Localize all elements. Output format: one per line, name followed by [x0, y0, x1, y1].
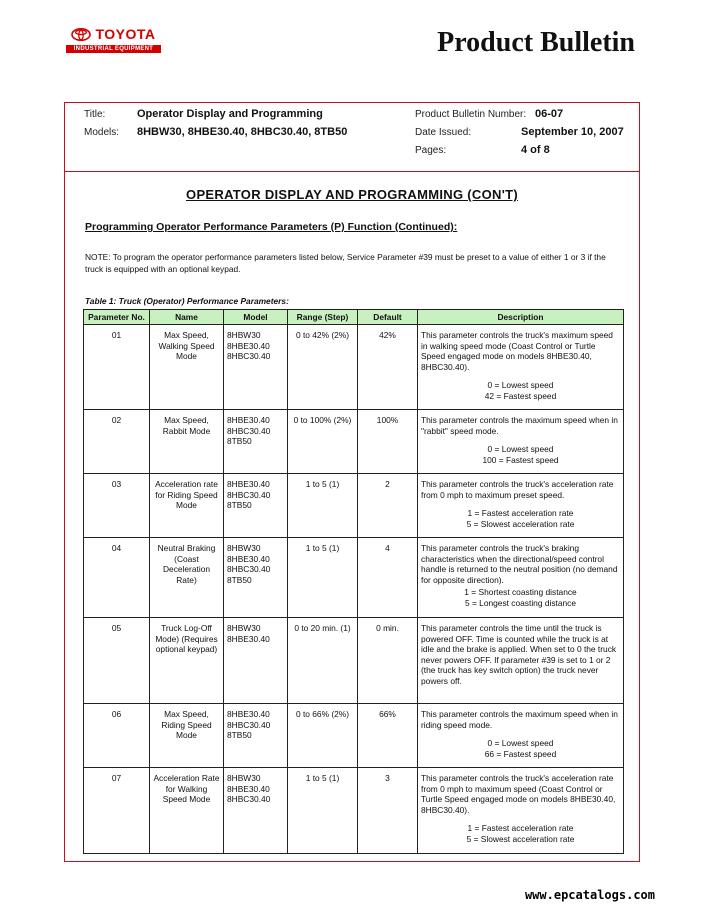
model-entry: 8HBE30.40: [227, 553, 270, 564]
description-text: This parameter controls the maximum speed when in "rabbit" speed mode.: [421, 415, 618, 436]
value-entry: 0 = Lowest speed: [487, 444, 554, 455]
value-entry: 1 = Fastest acceleration rate: [467, 508, 574, 519]
description-text: This parameter controls the truck's acceleration rate from 0 mph to maximum preset speed.: [421, 479, 614, 500]
table-row: [84, 768, 624, 854]
value-entry: 5 = Longest coasting distance: [464, 597, 577, 608]
value-entry: 100 = Fastest speed: [482, 454, 559, 465]
table-header-row: [84, 310, 624, 325]
parameter-description: [418, 474, 624, 538]
description-text: This parameter controls the truck's maximum speed in walking speed mode (Coast Control or Turtle Speed engaged mode on models 8HBE30.40, 8HBC30.40).: [421, 330, 613, 372]
parameter-number: 06: [84, 704, 150, 768]
bulletin-title: Product Bulletin: [437, 27, 635, 58]
parameter-number: 03: [84, 474, 150, 538]
table-row: [84, 410, 624, 474]
parameter-default: 4: [358, 538, 418, 618]
parameter-range: 0 to 42% (2%): [288, 325, 358, 410]
model-entry: 8TB50: [227, 730, 252, 741]
model-entry: 8HBE30.40: [227, 709, 270, 719]
parameter-default: 42%: [358, 325, 418, 410]
page-heading: OPERATOR DISPLAY AND PROGRAMMING (CON'T): [186, 187, 518, 202]
value-entry: 5 = Slowest acceleration rate: [466, 833, 575, 844]
parameter-name: Max Speed, Rabbit Mode: [150, 410, 224, 474]
title-value: Operator Display and Programming: [137, 108, 323, 120]
logo-mark: [66, 26, 161, 42]
model-entry: 8HBC30.40: [227, 564, 271, 575]
date-issued-label: Date Issued:: [415, 127, 472, 138]
parameter-description: [418, 768, 624, 854]
column-header: Default: [358, 310, 418, 325]
logo-subtitle: INDUSTRIAL EQUIPMENT: [66, 45, 161, 53]
model-entry: 8TB50: [227, 500, 252, 511]
parameter-description: [418, 538, 624, 618]
parameter-models: [224, 704, 288, 768]
table-row: [84, 325, 624, 410]
pages-value: 4 of 8: [521, 144, 550, 156]
parameter-models: [224, 618, 288, 704]
parameter-models: [224, 410, 288, 474]
bulletin-frame: [64, 102, 640, 862]
value-entry: 1 = Shortest coasting distance: [464, 587, 577, 598]
description-values: [421, 738, 620, 759]
value-entry: 66 = Fastest speed: [484, 748, 557, 759]
model-entry: 8TB50: [227, 574, 252, 585]
column-header: Range (Step): [288, 310, 358, 325]
parameter-models: [224, 768, 288, 854]
parameter-description: [418, 704, 624, 768]
parameter-range: 0 to 20 min. (1): [288, 618, 358, 704]
parameter-name: Acceleration rate for Riding Speed Mode: [150, 474, 224, 538]
model-entry: 8HBE30.40: [227, 479, 270, 489]
model-entry: 8HBW30: [227, 623, 261, 633]
parameter-range: 0 to 66% (2%): [288, 704, 358, 768]
parameter-default: 3: [358, 768, 418, 854]
parameter-description: [418, 618, 624, 704]
parameter-name: Max Speed, Riding Speed Mode: [150, 704, 224, 768]
model-entry: 8HBC30.40: [227, 351, 271, 362]
parameter-models: [224, 538, 288, 618]
model-entry: 8HBC30.40: [227, 719, 271, 730]
value-entry: 0 = Lowest speed: [487, 738, 554, 749]
model-entry: 8HBE30.40: [227, 340, 270, 351]
table-body: [84, 325, 624, 854]
parameters-table: [83, 309, 624, 854]
table-caption: Table 1: Truck (Operator) Performance Parameters:: [85, 296, 289, 306]
description-values: [421, 823, 620, 844]
model-entry: 8HBC30.40: [227, 425, 271, 436]
column-header: Model: [224, 310, 288, 325]
parameter-number: 01: [84, 325, 150, 410]
model-entry: 8HBE30.40: [227, 415, 270, 425]
model-entry: 8HBW30: [227, 773, 261, 783]
parameter-number: 04: [84, 538, 150, 618]
model-entry: 8HBW30: [227, 330, 261, 340]
model-entry: 8HBC30.40: [227, 489, 271, 500]
pages-label: Pages:: [415, 145, 447, 156]
value-entry: 0 = Lowest speed: [487, 380, 554, 391]
toyota-emblem-icon: [71, 28, 91, 41]
value-entry: 1 = Fastest acceleration rate: [467, 823, 574, 834]
parameter-default: 0 min.: [358, 618, 418, 704]
header-divider: [65, 171, 639, 172]
footer-url[interactable]: www.epcatalogs.com: [524, 888, 655, 902]
value-entry: 5 = Slowest acceleration rate: [466, 518, 575, 529]
section-heading: Programming Operator Performance Parameters (P) Function (Continued):: [85, 221, 458, 233]
parameter-description: [418, 410, 624, 474]
parameter-description: [418, 325, 624, 410]
column-header: Description: [418, 310, 624, 325]
toyota-logo: [66, 26, 161, 53]
description-values: [421, 587, 620, 608]
parameter-name: Acceleration Rate for Walking Speed Mode: [150, 768, 224, 854]
description-text: This parameter controls the truck's braking characteristics when the directional/speed control handle is returned to the neutral position (no demand for opposite direction).: [421, 543, 618, 585]
column-header: Parameter No.: [84, 310, 150, 325]
description-text: This parameter controls the maximum speed when in riding speed mode.: [421, 709, 618, 730]
parameter-range: 1 to 5 (1): [288, 768, 358, 854]
parameter-default: 2: [358, 474, 418, 538]
table-row: [84, 538, 624, 618]
logo-brand-text: TOYOTA: [95, 26, 156, 42]
table-row: [84, 474, 624, 538]
parameter-models: [224, 474, 288, 538]
parameter-models: [224, 325, 288, 410]
note-text: NOTE: To program the operator performance parameters listed below, Service Parameter #39 must be preset to a value of either 1 or 3 if the truck is equipped with an optional keypad.: [85, 252, 606, 274]
parameter-range: 0 to 100% (2%): [288, 410, 358, 474]
description-values: [421, 444, 620, 465]
value-entry: 42 = Fastest speed: [484, 390, 557, 401]
column-header: Name: [150, 310, 224, 325]
parameter-name: Truck Log-Off Mode) (Requires optional keypad): [150, 618, 224, 704]
parameter-default: 100%: [358, 410, 418, 474]
bulletin-number-value: 06-07: [535, 108, 564, 120]
parameter-name: Neutral Braking (Coast Deceleration Rate): [150, 538, 224, 618]
parameter-number: 07: [84, 768, 150, 854]
model-entry: 8TB50: [227, 436, 252, 447]
date-issued-value: September 10, 2007: [521, 126, 624, 138]
table-row: [84, 704, 624, 768]
title-label: Title:: [84, 109, 106, 120]
description-text: This parameter controls the time until the truck is powered OFF. Time is counted while the truck is at idle and the brake is applied. When set to 0 the truck never powers OFF. If parameter #39 is set to 1 or 2 (the truck has key switch option) the truck never powers off.: [421, 623, 617, 686]
models-value: 8HBW30, 8HBE30.40, 8HBC30.40, 8TB50: [137, 126, 348, 138]
description-values: [421, 380, 620, 401]
model-entry: 8HBE30.40: [227, 783, 270, 794]
bulletin-number-label: Product Bulletin Number:: [415, 109, 527, 120]
model-entry: 8HBC30.40: [227, 794, 271, 805]
parameter-number: 05: [84, 618, 150, 704]
model-entry: 8HBE30.40: [227, 633, 270, 644]
parameter-default: 66%: [358, 704, 418, 768]
description-text: This parameter controls the truck's acceleration rate from 0 mph to maximum speed (Coast Control or Turtle Speed engaged mode on models 8HBE30.40, 8HBC30.40).: [421, 773, 616, 815]
parameter-name: Max Speed, Walking Speed Mode: [150, 325, 224, 410]
table-row: [84, 618, 624, 704]
parameter-range: 1 to 5 (1): [288, 538, 358, 618]
model-entry: 8HBW30: [227, 543, 261, 553]
description-values: [421, 508, 620, 529]
models-label: Models:: [84, 127, 120, 138]
parameter-number: 02: [84, 410, 150, 474]
parameter-range: 1 to 5 (1): [288, 474, 358, 538]
